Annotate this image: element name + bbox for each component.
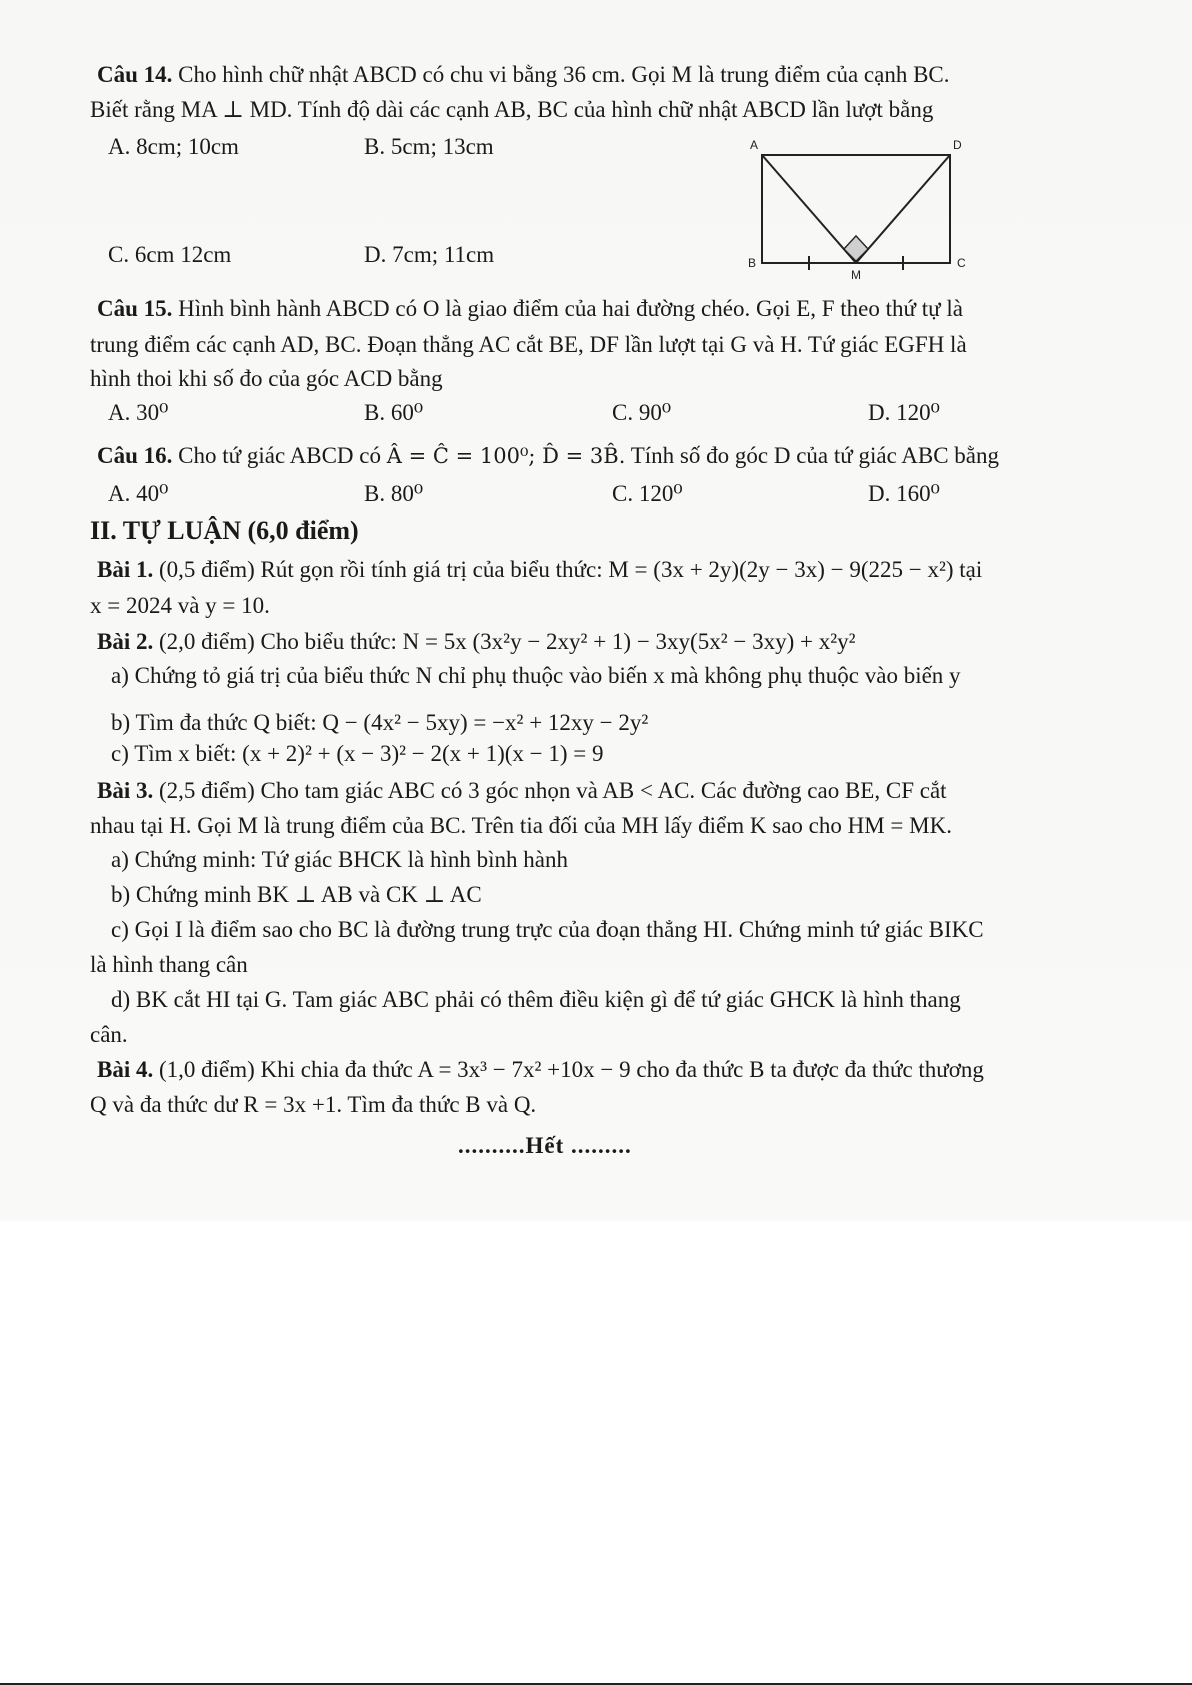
segment-md (856, 155, 950, 263)
bai3-text-1: (2,5 điểm) Cho tam giác ABC có 3 góc nhọn và AB < AC. Các đường cao BE, CF cắt (153, 778, 947, 803)
bai3-part-a: a) Chứng minh: Tứ giác BHCK là hình bình hành (111, 847, 568, 872)
bai3-part-c2: là hình thang cân (90, 952, 248, 977)
q14-line2: Biết rằng MA ⊥ MD. Tính độ dài các cạnh AB, BC của hình chữ nhật ABCD lần lượt bằng (90, 97, 934, 122)
bai2-label: Bài 2. (97, 629, 154, 654)
bai3-part-d1: d) BK cắt HI tại G. Tam giác ABC phải có thêm điều kiện gì để tứ giác GHCK là hình thang (111, 987, 961, 1012)
q14-option-c: C. 6cm 12cm (108, 242, 232, 267)
bai2-line1 (97, 628, 856, 656)
q16-text-post: Tính số đo góc D của tứ giác ABC bằng (625, 443, 1000, 468)
bai1-line2: x = 2024 và y = 10. (90, 593, 270, 618)
section-heading: II. TỰ LUẬN (6,0 điểm) (90, 516, 359, 545)
bai1-line1 (97, 556, 982, 584)
q15-option-a: A. 30⁰ (108, 400, 169, 425)
bai4-label: Bài 4. (97, 1057, 154, 1082)
q15-option-d: D. 120⁰ (868, 400, 940, 425)
bai2-part-c: c) Tìm x biết: (x + 2)² + (x − 3)² − 2(x + 1)(x − 1) = 9 (111, 741, 604, 766)
q15-text-1: Hình bình hành ABCD có O là giao điểm của hai đường chéo. Gọi E, F theo thứ tự là (172, 296, 963, 321)
q15-line2: trung điểm các cạnh AD, BC. Đoạn thẳng AC cắt BE, DF lần lượt tại G và H. Tứ giác EGFH là (90, 332, 967, 357)
bai3-part-b: b) Chứng minh BK ⊥ AB và CK ⊥ AC (111, 882, 482, 907)
label-a: A (750, 138, 759, 152)
label-c: C (957, 256, 966, 270)
q16-option-d: D. 160⁰ (868, 481, 940, 506)
bai4-text-1: (1,0 điểm) Khi chia đa thức A = 3x³ − 7x² +10x − 9 cho đa thức B ta được đa thức thương (153, 1057, 984, 1082)
label-d: D (953, 138, 962, 152)
bai3-part-c1: c) Gọi I là điểm sao cho BC là đường trung trực của đoạn thẳng HI. Chứng minh tứ giác BIKC (111, 917, 984, 942)
q16-option-a: A. 40⁰ (108, 481, 169, 506)
bai1-label: Bài 1. (97, 557, 154, 582)
end-marker: ..........Hết ......... (458, 1133, 632, 1158)
bai3-label: Bài 3. (97, 778, 154, 803)
q14-option-a: A. 8cm; 10cm (108, 134, 239, 159)
label-b: B (748, 256, 757, 270)
bai1-text-1: (0,5 điểm) Rút gọn rồi tính giá trị của biểu thức: M = (3x + 2y)(2y − 3x) − 9(225 − x²) tại (153, 557, 983, 582)
q15-line3: hình thoi khi số đo của góc ACD bằng (90, 366, 443, 391)
q14-label: Câu 14. (97, 62, 173, 87)
q16-angles: Â = Ĉ = 100⁰; D̂ = 3B̂. (386, 444, 626, 468)
segment-ma (762, 155, 856, 263)
bai3-part-d2: cân. (90, 1022, 128, 1047)
bai2-part-b: b) Tìm đa thức Q biết: Q − (4x² − 5xy) = −x² + 12xy − 2y² (111, 710, 649, 735)
bai2-part-a: a) Chứng tỏ giá trị của biểu thức N chỉ phụ thuộc vào biến x mà không phụ thuộc vào biến y (111, 663, 961, 688)
q16-option-b: B. 80⁰ (364, 481, 424, 506)
q14-option-b: B. 5cm; 13cm (364, 134, 494, 159)
q14-option-d: D. 7cm; 11cm (364, 242, 495, 267)
q15-option-b: B. 60⁰ (364, 400, 424, 425)
q14-line1 (97, 61, 950, 89)
bai4-line1 (97, 1056, 984, 1084)
q14-rectangle-figure (740, 135, 980, 280)
bai3-line2: nhau tại H. Gọi M là trung điểm của BC. Trên tia đối của MH lấy điểm K sao cho HM = MK. (90, 813, 952, 838)
label-m: M (851, 268, 861, 280)
q16-text-pre: Cho tứ giác ABCD có (172, 443, 387, 468)
bai4-line2: Q và đa thức dư R = 3x +1. Tìm đa thức B và Q. (90, 1092, 537, 1117)
bai3-line1 (97, 777, 947, 805)
q15-line1 (97, 295, 963, 323)
q15-label: Câu 15. (97, 296, 173, 321)
q16-option-c: C. 120⁰ (612, 481, 683, 506)
bai2-text-1: (2,0 điểm) Cho biểu thức: N = 5x (3x²y − 2xy² + 1) − 3xy(5x² − 3xy) + x²y² (153, 629, 856, 654)
q14-text-1: Cho hình chữ nhật ABCD có chu vi bằng 36 cm. Gọi M là trung điểm của cạnh BC. (172, 62, 950, 87)
q16-line1 (97, 442, 999, 470)
q15-option-c: C. 90⁰ (612, 400, 672, 425)
q16-label: Câu 16. (97, 443, 173, 468)
